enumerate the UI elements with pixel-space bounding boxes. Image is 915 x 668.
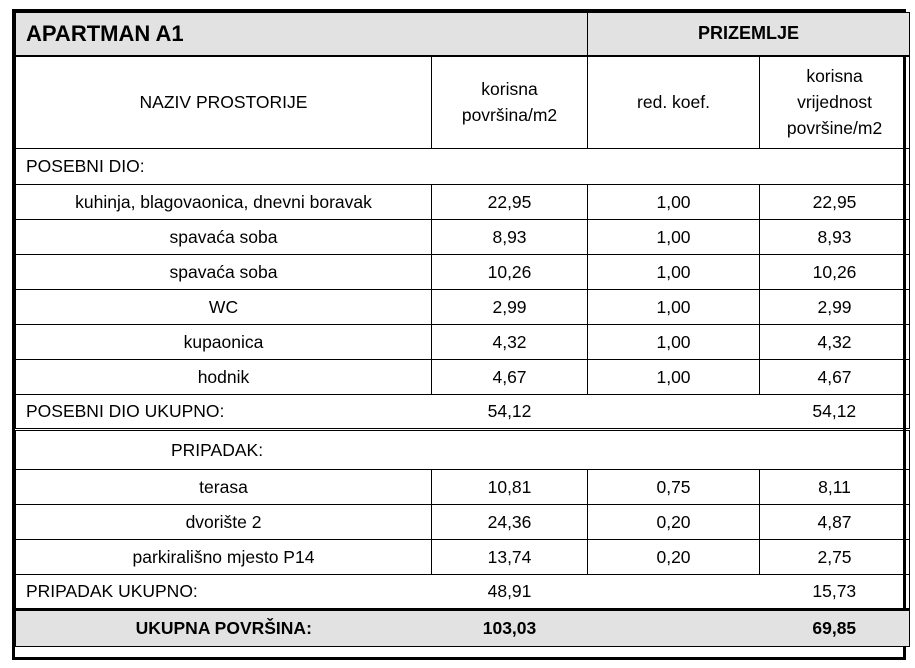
table-row: [16, 470, 910, 505]
room-coef: 1,00: [588, 220, 760, 255]
section-label-pripadak: PRIPADAK:: [16, 430, 910, 470]
room-value: 4,87: [760, 505, 910, 540]
room-name: parkirališno mjesto P14: [16, 540, 432, 575]
table-row: [16, 325, 910, 360]
column-header-value-line2: vrijednost: [797, 92, 872, 113]
room-area: 22,95: [432, 185, 588, 220]
column-header-area: [432, 56, 588, 149]
column-header-value: [760, 56, 910, 149]
column-header-area-line1: korisna: [481, 79, 538, 100]
section-label-posebni: POSEBNI DIO:: [16, 149, 910, 185]
area-table: [15, 12, 910, 647]
column-header-value-line3: površine/m2: [786, 118, 883, 139]
subtotal-row-posebni: [16, 395, 910, 430]
room-area: 2,99: [432, 290, 588, 325]
table-row: [16, 255, 910, 290]
room-area: 10,81: [432, 470, 588, 505]
room-coef: 1,00: [588, 290, 760, 325]
room-name: terasa: [16, 470, 432, 505]
room-name: spavaća soba: [16, 220, 432, 255]
room-area: 10,26: [432, 255, 588, 290]
room-coef: 0,75: [588, 470, 760, 505]
grand-total-label: UKUPNA POVRŠINA:: [16, 610, 432, 647]
room-value: 4,67: [760, 360, 910, 395]
room-name: hodnik: [16, 360, 432, 395]
room-name: dvorište 2: [16, 505, 432, 540]
room-area: 4,32: [432, 325, 588, 360]
room-area: 24,36: [432, 505, 588, 540]
grand-total-coef: [588, 610, 760, 647]
column-header-value-line1: korisna: [806, 66, 863, 87]
room-value: 22,95: [760, 185, 910, 220]
room-name: kupaonica: [16, 325, 432, 360]
column-header-coef: red. koef.: [588, 56, 760, 149]
subtotal-area-pripadak: 48,91: [432, 575, 588, 610]
area-table-frame: [12, 9, 906, 660]
table-row: [16, 290, 910, 325]
subtotal-coef-posebni: [588, 395, 760, 430]
subtotal-value-pripadak: 15,73: [760, 575, 910, 610]
subtotal-value-posebni: 54,12: [760, 395, 910, 430]
table-row: [16, 505, 910, 540]
room-area: 4,67: [432, 360, 588, 395]
section-row-pripadak: [16, 430, 910, 470]
room-value: 10,26: [760, 255, 910, 290]
section-row-posebni: [16, 149, 910, 185]
room-name: spavaća soba: [16, 255, 432, 290]
room-coef: 1,00: [588, 360, 760, 395]
room-coef: 1,00: [588, 185, 760, 220]
table-row: [16, 360, 910, 395]
subtotal-label-pripadak: PRIPADAK UKUPNO:: [16, 575, 432, 610]
grand-total-row: [16, 610, 910, 647]
floor-label: PRIZEMLJE: [588, 13, 910, 56]
room-coef: 1,00: [588, 325, 760, 360]
room-value: 4,32: [760, 325, 910, 360]
room-value: 2,99: [760, 290, 910, 325]
room-coef: 0,20: [588, 540, 760, 575]
room-area: 8,93: [432, 220, 588, 255]
room-name: WC: [16, 290, 432, 325]
room-value: 8,11: [760, 470, 910, 505]
table-row: [16, 220, 910, 255]
room-name: kuhinja, blagovaonica, dnevni boravak: [16, 185, 432, 220]
grand-total-value: 69,85: [760, 610, 910, 647]
grand-total-area: 103,03: [432, 610, 588, 647]
subtotal-area-posebni: 54,12: [432, 395, 588, 430]
table-row: [16, 540, 910, 575]
subtotal-coef-pripadak: [588, 575, 760, 610]
table-row: [16, 185, 910, 220]
column-header-area-line2: površina/m2: [461, 105, 558, 126]
column-header-name: NAZIV PROSTORIJE: [16, 56, 432, 149]
room-value: 8,93: [760, 220, 910, 255]
apartment-title: APARTMAN A1: [16, 13, 588, 56]
room-coef: 1,00: [588, 255, 760, 290]
room-value: 2,75: [760, 540, 910, 575]
room-coef: 0,20: [588, 505, 760, 540]
subtotal-row-pripadak: [16, 575, 910, 610]
subtotal-label-posebni: POSEBNI DIO UKUPNO:: [16, 395, 432, 430]
room-area: 13,74: [432, 540, 588, 575]
